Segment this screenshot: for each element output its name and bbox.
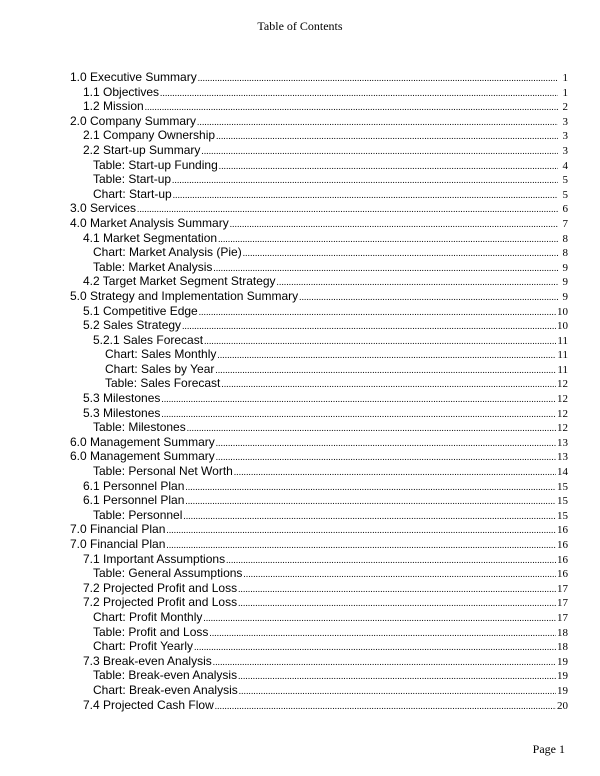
toc-entry-page: 15 (557, 495, 568, 508)
toc-entry-page: 12 (557, 393, 568, 406)
dot-leader (238, 584, 556, 594)
dot-leader (201, 146, 558, 156)
toc-entry-page: 17 (557, 611, 568, 624)
toc-entry-label: Chart: Profit Monthly (93, 609, 203, 624)
toc-entry-page: 20 (557, 699, 568, 712)
dot-leader (198, 73, 558, 83)
toc-entry-page: 18 (557, 626, 568, 639)
toc-entry-label: Table: Start-up Funding (93, 157, 218, 172)
toc-entry-label: 7.2 Projected Profit and Loss (83, 580, 238, 595)
toc-entry-page: 2 (562, 101, 568, 114)
toc-entry[interactable] (70, 260, 568, 275)
dot-leader (243, 569, 556, 579)
toc-entry-label: Table: Sales Forecast (105, 376, 221, 391)
toc-entry-label: Table: Personal Net Worth (93, 464, 233, 479)
toc-entry-page: 1 (562, 72, 568, 84)
toc-entry-page: 13 (557, 451, 568, 464)
dot-leader (216, 131, 558, 141)
toc-entry-label: 6.0 Management Summary (70, 449, 215, 464)
toc-entry[interactable] (70, 245, 568, 260)
dot-leader (221, 379, 556, 389)
toc-entry[interactable] (70, 581, 568, 596)
toc-entry-page: 13 (557, 436, 568, 449)
toc-entry-label: 4.0 Market Analysis Summary (70, 215, 229, 230)
toc-entry[interactable] (70, 493, 568, 508)
toc-entry-label: Chart: Sales Monthly (105, 347, 217, 362)
toc-entry-label: 3.0 Services (70, 201, 137, 216)
toc-entry-label: Table: Personnel (93, 507, 183, 522)
dot-leader (145, 102, 558, 112)
toc-entry[interactable] (70, 610, 568, 625)
dot-leader (216, 452, 556, 462)
toc-entry-label: 6.1 Personnel Plan (83, 478, 185, 493)
dot-leader (185, 482, 556, 492)
toc-entry[interactable] (70, 201, 568, 216)
toc-entry-page: 11 (557, 349, 568, 362)
toc-entry[interactable] (70, 668, 568, 683)
toc-entry[interactable] (70, 70, 568, 85)
dot-leader (137, 204, 558, 214)
toc-entry[interactable] (70, 289, 568, 304)
dot-leader (203, 613, 556, 623)
toc-entry-page: 5 (562, 188, 568, 201)
toc-entry-label: 5.2 Sales Strategy (83, 318, 182, 333)
dot-leader (213, 263, 558, 273)
toc-entry[interactable] (70, 698, 568, 713)
toc-entry-label: Chart: Profit Yearly (93, 639, 194, 654)
toc-entry[interactable] (70, 318, 568, 333)
toc-entry-page: 17 (557, 582, 568, 595)
toc-entry-page: 9 (562, 261, 568, 274)
toc-entry-page: 16 (557, 539, 568, 551)
toc-entry-label: 5.1 Competitive Edge (83, 303, 198, 318)
toc-entry-page: 12 (557, 407, 568, 420)
toc-entry-page: 3 (562, 144, 568, 157)
dot-leader (194, 642, 556, 652)
toc-entry-page: 14 (557, 466, 568, 479)
toc-entry-page: 12 (557, 422, 568, 435)
toc-entry[interactable] (70, 625, 568, 640)
toc-entry[interactable] (70, 347, 568, 362)
toc-entry-label: Table: General Assumptions (93, 566, 243, 581)
toc-entry-page: 8 (562, 232, 568, 245)
toc-entry-label: 5.0 Strategy and Implementation Summary (70, 288, 299, 303)
dot-leader (213, 657, 556, 667)
toc-entry[interactable] (70, 274, 568, 289)
toc-entry-label: 2.1 Company Ownership (83, 128, 216, 143)
toc-entry-page: 8 (562, 247, 568, 260)
toc-entry[interactable] (70, 187, 568, 202)
toc-entry[interactable] (70, 566, 568, 581)
toc-entry-label: Chart: Break-even Analysis (93, 682, 238, 697)
toc-entry-page: 9 (562, 276, 568, 289)
dot-leader (215, 365, 556, 375)
toc-entry[interactable] (70, 333, 568, 348)
toc-entry-page: 18 (557, 641, 568, 654)
toc-entry[interactable] (70, 595, 568, 610)
dot-leader (215, 701, 556, 711)
toc-entry-page: 16 (557, 524, 568, 537)
toc-entry-page: 19 (557, 670, 568, 683)
toc-entry[interactable] (70, 143, 568, 158)
toc-entry[interactable] (70, 391, 568, 406)
toc-entry[interactable] (70, 304, 568, 319)
toc-entry-page: 15 (557, 509, 568, 522)
toc-entry-label: 2.0 Company Summary (70, 113, 197, 128)
toc-entry-label: 7.2 Projected Profit and Loss (83, 595, 238, 610)
dot-leader (172, 175, 558, 185)
toc-entry-page: 6 (562, 203, 568, 216)
toc-entry-label: Chart: Market Analysis (Pie) (93, 245, 242, 260)
toc-entry-page: 4 (562, 159, 568, 172)
toc-entry[interactable] (70, 128, 568, 143)
dot-leader (182, 321, 556, 331)
toc-entry-page: 12 (557, 378, 568, 391)
toc-entry[interactable] (70, 376, 568, 391)
toc-entry-label: Table: Start-up (93, 172, 172, 187)
toc-entry-page: 17 (557, 597, 568, 610)
toc-entry[interactable] (70, 406, 568, 421)
toc-entry[interactable] (70, 158, 568, 173)
dot-leader (218, 234, 558, 244)
toc-entry[interactable] (70, 420, 568, 435)
toc-entry[interactable] (70, 552, 568, 567)
dot-leader (277, 277, 558, 287)
toc-entry-label: 5.3 Milestones (83, 405, 161, 420)
dot-leader (185, 496, 556, 506)
toc-entry-label: 5.3 Milestones (83, 391, 161, 406)
dot-leader (217, 350, 556, 360)
toc-entry-label: 5.2.1 Sales Forecast (93, 332, 204, 347)
toc-entry[interactable] (70, 231, 568, 246)
toc-entry-page: 9 (562, 290, 568, 303)
toc-entry-label: 7.0 Financial Plan (70, 537, 166, 551)
table-of-contents (70, 70, 568, 712)
dot-leader (234, 467, 556, 477)
toc-entry-page: 15 (557, 480, 568, 493)
toc-entry[interactable] (70, 654, 568, 669)
toc-entry-label: Table: Market Analysis (93, 259, 213, 274)
toc-entry-page: 11 (557, 363, 568, 376)
dot-leader (243, 248, 558, 258)
toc-entry-label: Chart: Start-up (93, 186, 172, 201)
dot-leader (230, 219, 558, 229)
toc-entry-label: 4.2 Target Market Segment Strategy (83, 274, 276, 289)
toc-entry-page: 16 (557, 553, 568, 566)
toc-entry[interactable] (70, 435, 568, 450)
dot-leader (204, 336, 556, 346)
dot-leader (161, 394, 556, 404)
toc-entry[interactable] (70, 114, 568, 129)
toc-entry-label: 7.1 Important Assumptions (83, 551, 226, 566)
dot-leader (226, 555, 556, 565)
toc-entry[interactable] (70, 99, 568, 114)
dot-leader (199, 307, 556, 317)
toc-entry-page: 16 (557, 568, 568, 581)
dot-leader (216, 438, 556, 448)
dot-leader (161, 409, 556, 419)
toc-entry-label: 1.2 Mission (83, 99, 144, 114)
page-number: Page 1 (532, 742, 565, 756)
dot-leader (209, 628, 556, 638)
toc-entry[interactable] (70, 464, 568, 479)
dot-leader (166, 540, 556, 550)
toc-entry-page: 5 (562, 174, 568, 187)
toc-entry[interactable] (70, 479, 568, 494)
toc-entry-label: 7.3 Break-even Analysis (83, 653, 212, 668)
toc-entry-page: 10 (557, 320, 568, 333)
dot-leader (187, 423, 556, 433)
toc-entry-label: 1.1 Objectives (83, 84, 160, 99)
dot-leader (173, 190, 558, 200)
dot-leader (197, 117, 558, 127)
toc-entry-label: 4.1 Market Segmentation (83, 230, 218, 245)
toc-entry[interactable] (70, 216, 568, 231)
toc-entry-label: Table: Break-even Analysis (93, 668, 238, 683)
toc-entry-page: 3 (562, 130, 568, 143)
dot-leader (299, 292, 558, 302)
toc-entry-page: 7 (562, 217, 568, 230)
toc-entry-label: 7.0 Financial Plan (70, 522, 166, 537)
dot-leader (166, 525, 556, 535)
toc-entry[interactable] (70, 362, 568, 377)
toc-entry[interactable] (70, 683, 568, 698)
toc-entry[interactable] (70, 172, 568, 187)
toc-entry[interactable] (70, 639, 568, 654)
dot-leader (219, 161, 558, 171)
toc-entry-label: 6.0 Management Summary (70, 434, 215, 449)
toc-entry-page: 19 (557, 655, 568, 668)
toc-entry-page: 10 (557, 305, 568, 318)
dot-leader (238, 671, 556, 681)
toc-entry[interactable] (70, 85, 568, 100)
toc-entry-label: 2.2 Start-up Summary (83, 142, 201, 157)
toc-entry[interactable] (70, 508, 568, 523)
dot-leader (183, 511, 556, 521)
toc-entry[interactable] (70, 522, 568, 537)
dot-leader (160, 88, 558, 98)
toc-entry-page: 3 (562, 115, 568, 128)
toc-entry-label: 1.0 Executive Summary (70, 70, 197, 84)
dot-leader (239, 686, 556, 696)
toc-entry-label: Table: Profit and Loss (93, 624, 209, 639)
page-title: Table of Contents (257, 19, 343, 33)
dot-leader (238, 598, 556, 608)
toc-entry-page: 11 (557, 334, 568, 347)
toc-entry-label: Table: Milestones (93, 420, 186, 435)
toc-entry-label: 6.1 Personnel Plan (83, 493, 185, 508)
toc-entry-label: 7.4 Projected Cash Flow (83, 697, 214, 712)
toc-entry-page: 1 (562, 86, 568, 99)
toc-entry[interactable] (70, 449, 568, 464)
toc-entry-label: Chart: Sales by Year (105, 361, 215, 376)
toc-entry[interactable] (70, 537, 568, 552)
toc-entry-page: 19 (557, 684, 568, 697)
